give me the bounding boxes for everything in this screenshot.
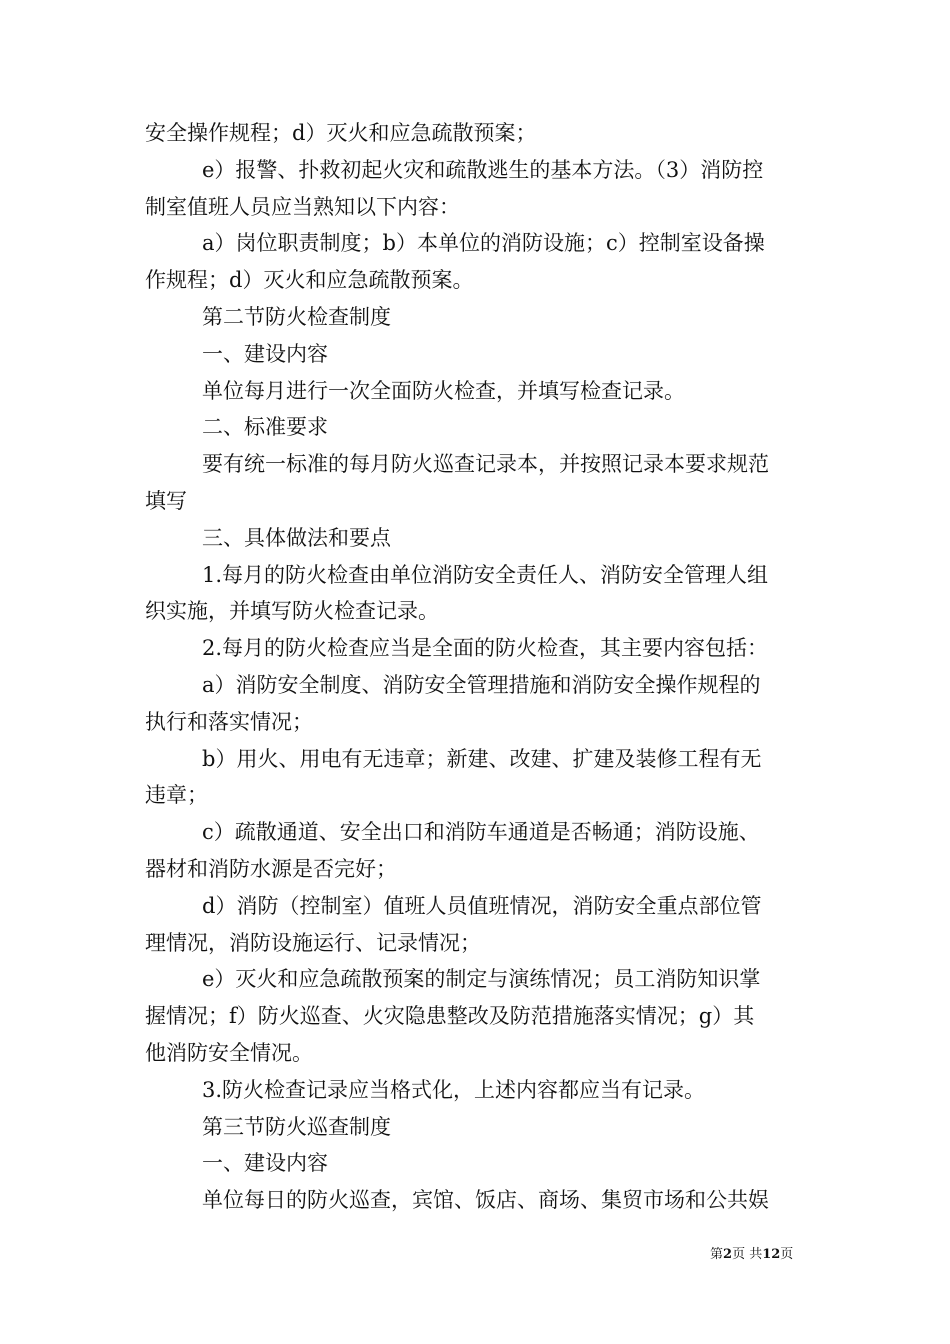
text-line: 握情况；f）防火巡查、火灾隐患整改及防范措施落实情况；g）其 bbox=[145, 1004, 755, 1029]
text-line: 三、具体做法和要点 bbox=[202, 525, 391, 550]
text-line: a）岗位职责制度；b）本单位的消防设施；c）控制室设备操 bbox=[202, 231, 765, 256]
text-line: d）消防（控制室）值班人员值班情况，消防安全重点部位管 bbox=[202, 893, 762, 918]
text-line: 器材和消防水源是否完好； bbox=[145, 856, 397, 881]
text-line: 1.每月的防火检查由单位消防安全责任人、消防安全管理人组 bbox=[202, 562, 769, 587]
text-line: 理情况，消防设施运行、记录情况； bbox=[145, 930, 481, 955]
text-line: 单位每月进行一次全面防火检查，并填写检查记录。 bbox=[202, 378, 685, 403]
text-line: 安全操作规程；d）灭火和应急疏散预案； bbox=[145, 121, 537, 145]
text-line: c）疏散通道、安全出口和消防车通道是否畅通；消防设施、 bbox=[202, 820, 760, 845]
text-line: 2.每月的防火检查应当是全面的防火检查，其主要内容包括： bbox=[202, 636, 769, 661]
text-line: 他消防安全情况。 bbox=[145, 1040, 313, 1065]
text-line: 一、建设内容 bbox=[202, 1151, 328, 1176]
text-line: 第二节防火检查制度 bbox=[202, 304, 391, 329]
text-line: 制室值班人员应当熟知以下内容： bbox=[145, 194, 460, 219]
text-line: 填写 bbox=[145, 488, 187, 513]
text-line: 一、建设内容 bbox=[202, 341, 328, 366]
text-line: 要有统一标准的每月防火巡查记录本，并按照记录本要求规范 bbox=[202, 452, 769, 477]
text-line: e）报警、扑救初起火灾和疏散逃生的基本方法。（3）消防控 bbox=[202, 157, 764, 182]
text-line: 3.防火检查记录应当格式化，上述内容都应当有记录。 bbox=[202, 1077, 706, 1102]
text-line: e）灭火和应急疏散预案的制定与演练情况；员工消防知识掌 bbox=[202, 967, 761, 992]
text-line: 第三节防火巡查制度 bbox=[202, 1114, 391, 1139]
footer-middle: 页 共 bbox=[732, 1247, 763, 1262]
text-line: 单位每日的防火巡查，宾馆、饭店、商场、集贸市场和公共娱 bbox=[202, 1188, 769, 1213]
total-page-number: 12 bbox=[762, 1247, 781, 1262]
text-line: 二、标准要求 bbox=[202, 415, 328, 440]
page-number-footer bbox=[710, 1246, 793, 1264]
current-page-number: 2 bbox=[723, 1247, 733, 1262]
footer-suffix: 页 bbox=[780, 1247, 794, 1262]
text-line: b）用火、用电有无违章；新建、改建、扩建及装修工程有无 bbox=[202, 746, 762, 771]
footer-prefix: 第 bbox=[710, 1247, 724, 1262]
document-body bbox=[145, 115, 807, 1219]
text-line: a）消防安全制度、消防安全管理措施和消防安全操作规程的 bbox=[202, 672, 761, 697]
text-line: 执行和落实情况； bbox=[145, 709, 313, 734]
text-line: 违章； bbox=[145, 783, 208, 808]
text-line: 织实施，并填写防火检查记录。 bbox=[145, 599, 439, 624]
text-line: 作规程；d）灭火和应急疏散预案。 bbox=[145, 268, 474, 293]
